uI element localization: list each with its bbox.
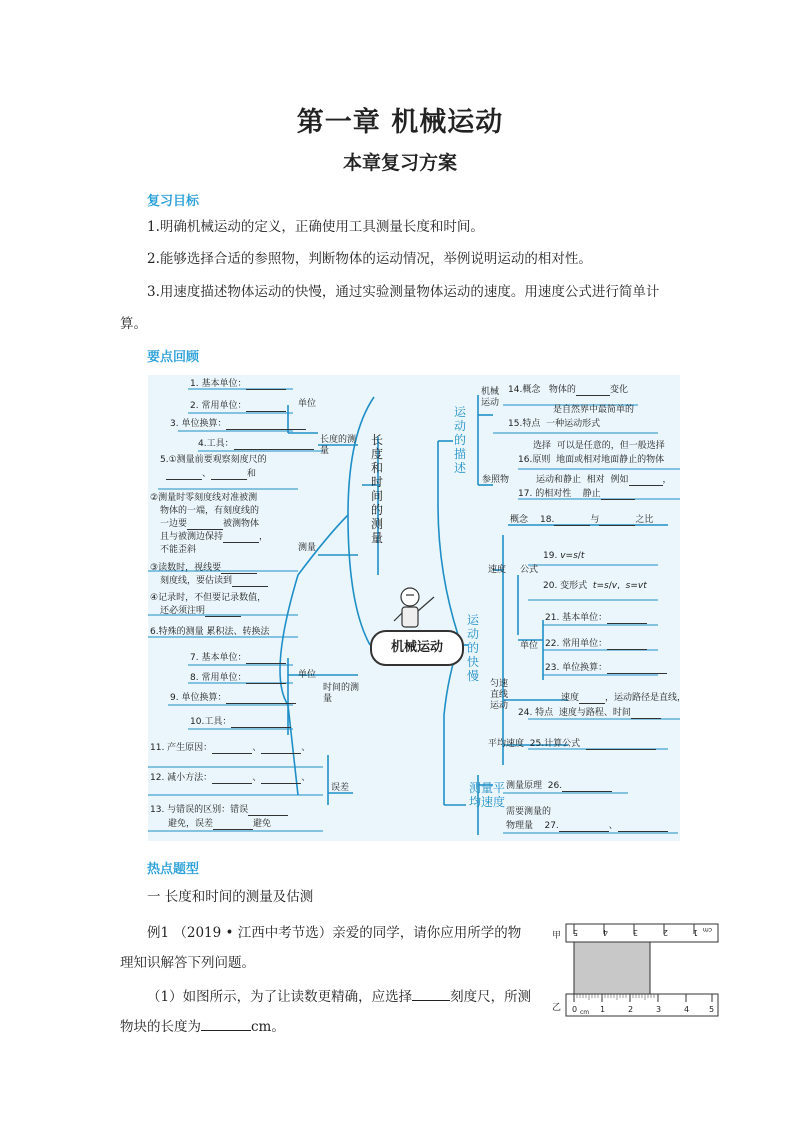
speed-item-24b: ，运动路径是直线， bbox=[605, 693, 687, 703]
length-item-5b: 、 bbox=[202, 469, 212, 479]
time-item-9: 9. 单位换算： bbox=[170, 693, 227, 703]
length-item-3: 3. 单位换算： bbox=[170, 419, 227, 429]
length-item-6e: 且与被测边保持 bbox=[160, 532, 224, 542]
measure-item-26: 26. bbox=[547, 781, 563, 791]
branch-speed: 运动的快慢 bbox=[466, 613, 479, 683]
error-item-13c: 避免 bbox=[253, 819, 272, 829]
time-item-8: 8. 常用单位： bbox=[190, 673, 247, 683]
motion-item-16: 16.原则 bbox=[518, 455, 551, 465]
ruler-a-label: 甲 bbox=[552, 931, 562, 941]
branch-motion-desc: 运动的描述 bbox=[453, 405, 466, 475]
ruler-figure bbox=[552, 920, 722, 1020]
ruler-a-unit: cm bbox=[702, 926, 712, 933]
motion-item-17d: 静止 bbox=[582, 489, 601, 499]
speed-unit-label: 单位 bbox=[520, 641, 539, 651]
mind-map: 机械运动 长度和时间的测量 运动的描述 运动的快慢 测量平均速度 长度的测量 单位 测量 时间的测量 单位 误差 1. 基本单位： 2. 常用单位： 3. 单位换算： 4.工具： 5.①测量前要观察刻度尺的 、 和 ②测量时零刻度线对准被测 物体的一端，有刻度线的 一边要 被测物体 且与被测边保持 ， 不能歪斜 ③读数时，视线要 刻度线，要估读到 ④记录时，不但要记录数值， 还必须注明 6.特殊的测量 累积法、转换法 7. 基本单位： 8. 常用单位： 9. 单位换算： 10.工具： 11. 产生原因： 、 、 12. 减小方法： 、 、 13. 与错误的区别：错误 避免，误差 避免 机械运动 14.概念 物体的 变化 是自然界中最简单的 15.特点 一种运动形式 参照物 选择 可以是任意的，但一般选择 16.原则 地面或相对地面静止的物体 运动和静止 相对 例如 ， 17. 的相对性 静止 速度 概念 18. 与 之比 公式 19. v=s/t 20. 变形式 t=s/v, s=vt 单位 21. 基本单位： 22. 常用单位： 23. 单位换算： 匀速直线运动 速度 ，运动路径是直线， 24. 特点 速度与路程、时间 平均速度 25.计算公式 测量原理 26. 需要测量的 物理量 27. 、 bbox=[148, 375, 680, 841]
branch-measure-speed: 测量平均速度 bbox=[468, 781, 505, 809]
motion-item-16c: 地面或相对地面静止的物体 bbox=[556, 455, 665, 465]
ruler-b-unit: cm bbox=[580, 1009, 590, 1016]
motion-item-17a: 运动和静止 bbox=[536, 475, 582, 485]
ruler-b-tick-3: 3 bbox=[656, 1005, 662, 1014]
motion-item-14b: 物体的 bbox=[548, 385, 576, 395]
branch-length-time: 长度和时间的测量 bbox=[370, 433, 383, 545]
length-item-7a: ③读数时，视线要 bbox=[150, 563, 222, 573]
page-subtitle: 本章复习方案 bbox=[342, 152, 457, 174]
length-item-1: 1. 基本单位： bbox=[190, 379, 247, 389]
motion-item-17: 17. bbox=[518, 489, 533, 499]
example-line-2: 理知识解答下列问题。 bbox=[120, 955, 255, 971]
ruler-b-tick-2: 2 bbox=[628, 1005, 634, 1014]
length-item-6a: ②测量时零刻度线对准被测 bbox=[150, 493, 258, 503]
hot-topic: 一 长度和时间的测量及估测 bbox=[147, 889, 314, 905]
motion-item-15a: 是自然界中最简单的 bbox=[553, 405, 635, 415]
length-item-2: 2. 常用单位： bbox=[190, 401, 247, 411]
ruler-a-tick-3: 3 bbox=[632, 928, 638, 937]
question-1c: 物块的长度为 bbox=[120, 1019, 201, 1035]
review-heading: 要点回顾 bbox=[147, 350, 200, 365]
time-unit-label: 单位 bbox=[298, 670, 317, 680]
ruler-b-tick-5: 5 bbox=[709, 1005, 715, 1014]
ruler-b-tick-1: 1 bbox=[600, 1005, 606, 1014]
length-item-6c: 一边要 bbox=[160, 519, 188, 529]
length-item-9: 6.特殊的测量 累积法、转换法 bbox=[150, 627, 270, 637]
speed-item-19: 19. bbox=[543, 551, 558, 561]
error-item-13b: 避免，误差 bbox=[168, 819, 214, 829]
speed-item-21: 21. 基本单位： bbox=[545, 613, 608, 623]
mech-motion-label: 机械运动 bbox=[481, 387, 500, 408]
time-item-10: 10.工具： bbox=[190, 717, 232, 727]
ruler-a-tick-5: 5 bbox=[572, 928, 578, 937]
goal-item-3-cont: 算。 bbox=[120, 316, 147, 332]
speed-item-25: 25.计算公式 bbox=[529, 739, 581, 749]
formula-label: 公式 bbox=[520, 565, 539, 575]
length-label: 长度的测量 bbox=[320, 435, 357, 456]
ruler-drawing bbox=[552, 920, 722, 1020]
ruler-a-tick-1: 1 bbox=[692, 928, 698, 937]
error-item-12: 12. 减小方法： bbox=[150, 773, 213, 783]
speed-item-18b: 与 bbox=[590, 515, 600, 525]
center-node: 机械运动 bbox=[370, 630, 464, 666]
speed-item-20: 20. 变形式 bbox=[543, 581, 588, 591]
ruler-a-tick-4: 4 bbox=[602, 928, 608, 937]
concept-label: 概念 bbox=[510, 515, 529, 525]
error-item-11: 11. 产生原因： bbox=[150, 743, 213, 753]
length-item-4: 4.工具： bbox=[198, 439, 234, 449]
error-item-13a: 13. 与错误的区别：错误 bbox=[150, 805, 249, 815]
page-title: 第一章 机械运动 bbox=[296, 107, 504, 138]
speed-item-24c: 速度与路程、时间 bbox=[558, 708, 631, 718]
length-measure-label: 测量 bbox=[298, 543, 317, 553]
question-1b: 刻度尺，所测 bbox=[450, 989, 532, 1005]
speed-item-18c: 之比 bbox=[635, 515, 654, 525]
length-item-6f: ， bbox=[259, 532, 269, 542]
example-line-1: 例1 （2019 • 江西中考节选）亲爱的同学，请你应用所学的物 bbox=[147, 925, 522, 941]
error-label: 误差 bbox=[331, 783, 350, 793]
motion-item-14: 14.概念 bbox=[508, 385, 541, 395]
length-item-6b: 物体的一端，有刻度线的 bbox=[160, 506, 260, 516]
goal-item-3: 3.用速度描述物体运动的快慢，通过实验测量物体运动的速度。用速度公式进行简单计 bbox=[147, 284, 660, 300]
length-item-5c: 和 bbox=[247, 469, 257, 479]
time-item-7: 7. 基本单位： bbox=[190, 653, 247, 663]
question-1d: cm。 bbox=[251, 1019, 285, 1035]
motion-item-15b: 一种运动形式 bbox=[546, 419, 601, 429]
length-item-5a: 5.①测量前要观察刻度尺的 bbox=[160, 455, 267, 465]
teacher-figure-icon bbox=[394, 588, 434, 627]
speed-item-18: 18. bbox=[540, 515, 555, 525]
ruler-b-label: 乙 bbox=[552, 1003, 562, 1013]
hot-heading: 热点题型 bbox=[147, 862, 200, 877]
motion-item-17e: 例如 bbox=[610, 475, 629, 485]
principle-label: 测量原理 bbox=[506, 781, 543, 791]
ref-label: 参照物 bbox=[482, 475, 510, 485]
speed-item-23: 23. 单位换算： bbox=[545, 663, 608, 673]
question-1a: （1）如图所示，为了让读数更精确，应选择 bbox=[147, 989, 413, 1005]
speed-item-22: 22. 常用单位： bbox=[545, 639, 608, 649]
quantities-label-a: 需要测量的 bbox=[506, 807, 552, 817]
goals-heading: 复习目标 bbox=[147, 194, 200, 209]
goal-item-1: 1.明确机械运动的定义，正确使用工具测量长度和时间。 bbox=[147, 219, 484, 235]
length-item-6g: 不能歪斜 bbox=[160, 545, 197, 555]
speed-item-24: 24. 特点 bbox=[518, 708, 554, 718]
avg-speed-label: 平均速度 bbox=[488, 739, 525, 749]
motion-item-14c: 变化 bbox=[609, 385, 628, 395]
motion-item-16b: 可以是任意的，但一般选择 bbox=[556, 441, 665, 451]
length-item-6d: 被测物体 bbox=[223, 519, 260, 529]
length-item-8b: 还必须注明 bbox=[160, 606, 206, 616]
ruler-b-tick-4: 4 bbox=[684, 1005, 690, 1014]
length-item-8a: ④记录时，不但要记录数值， bbox=[150, 593, 267, 603]
motion-item-17b: 的相对性 bbox=[535, 489, 572, 499]
speed-label: 速度 bbox=[488, 565, 507, 575]
uniform-label: 匀速直线运动 bbox=[490, 679, 509, 711]
time-label: 时间的测量 bbox=[323, 683, 360, 704]
measure-item-27: 27. bbox=[544, 821, 559, 831]
length-unit-label: 单位 bbox=[298, 399, 317, 409]
motion-item-15: 15.特点 bbox=[508, 419, 541, 429]
length-item-7b: 刻度线，要估读到 bbox=[160, 576, 233, 586]
motion-item-17c: 相对 bbox=[586, 475, 605, 485]
motion-item-16a: 选择 bbox=[533, 441, 552, 451]
ruler-a-tick-2: 2 bbox=[662, 928, 668, 937]
quantities-label-b: 物理量 bbox=[506, 821, 534, 831]
speed-item-24a: 速度 bbox=[561, 693, 580, 703]
ruler-b-tick-0: 0 bbox=[572, 1005, 578, 1014]
goal-item-2: 2.能够选择合适的参照物，判断物体的运动情况，举例说明运动的相对性。 bbox=[147, 251, 592, 267]
